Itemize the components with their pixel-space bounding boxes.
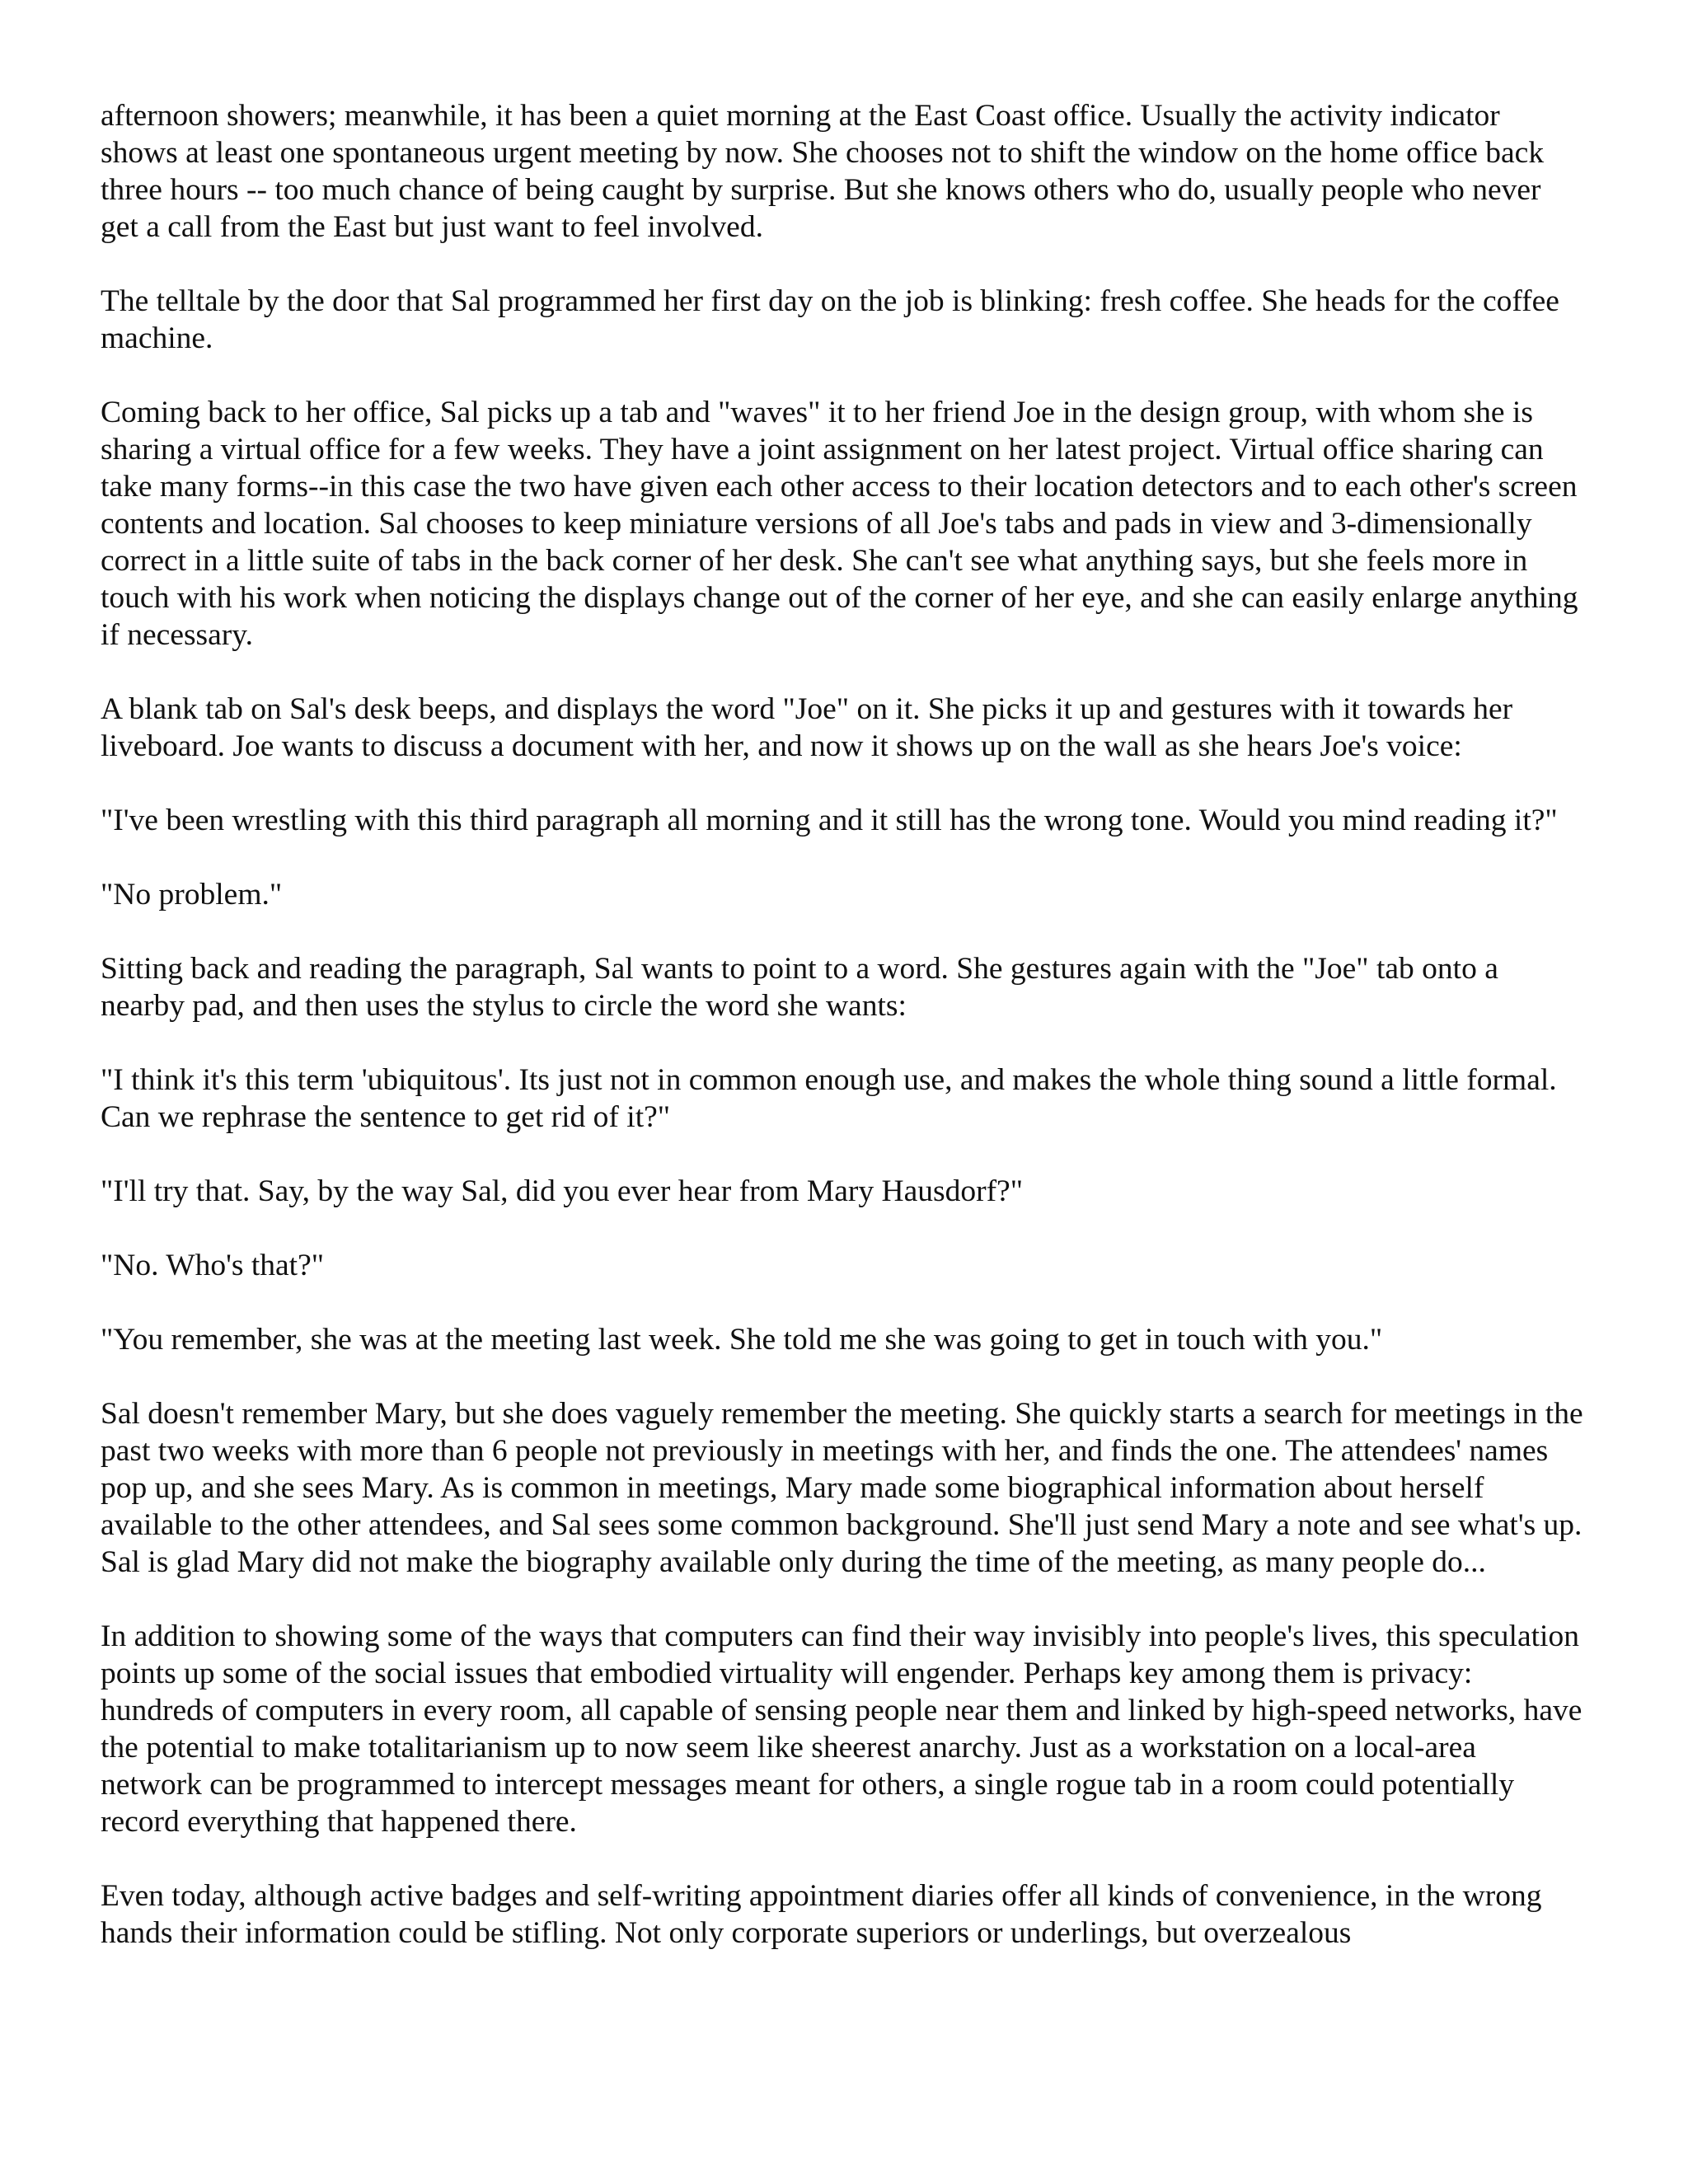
paragraph-blank-tab: A blank tab on Sal's desk beeps, and displays the word "Joe" on it. She picks it up and gestures with it towards her liveboard. Joe wants to discuss a document with her, and now it shows up on the wall as she hears Joe's voice: [101,692,1513,763]
dialogue-ubiquitous: "I think it's this term 'ubiquitous'. Its just not in common enough use, and makes the whole thing sound a little formal. Can we rephrase the sentence to get rid of it?" [101,1063,1557,1134]
paragraph-active-badges: Even today, although active badges and self-writing appointment diaries offer all kinds of convenience, in the wrong hands their information could be stifling. Not only corporate superiors or underlings, but overzealous [101,1879,1542,1950]
dialogue-joe-third-paragraph: "I've been wrestling with this third paragraph all morning and it still has the wrong tone. Would you mind reading it?" [101,804,1558,837]
dialogue-meeting-last-week: "You remember, she was at the meeting last week. She told me she was going to get in touch with you." [101,1323,1383,1357]
document-page [101,97,1584,1952]
paragraph-privacy: In addition to showing some of the ways that computers can find their way invisibly into people's lives, this speculation points up some of the social issues that embodied virtuality will engender. Perhaps key among them is privacy: hundreds of computers in every room, all capable of sensing people near them and linked by high-speed networks, have the potential to make totalitarianism up to now seem like sheerest anarchy. Just as a workstation on a local-area network can be programmed to intercept messages meant for others, a single rogue tab in a room could potentially record everything that happened there. [101,1619,1582,1839]
paragraph-meeting-search: Sal doesn't remember Mary, but she does vaguely remember the meeting. She quickly starts a search for meetings in the past two weeks with more than 6 people not previously in meetings with her, and finds the one. The attendees' names pop up, and she sees Mary. As is common in meetings, Mary made some biographical information about herself available to the other attendees, and Sal sees some common background. She'll just send Mary a note and see what's up. Sal is glad Mary did not make the biography available only during the time of the meeting, as many people do... [101,1397,1583,1579]
dialogue-whos-that: "No. Who's that?" [101,1249,325,1282]
paragraph-telltale-coffee: The telltale by the door that Sal programmed her first day on the job is blinking: fresh coffee. She heads for the coffee machine. [101,284,1559,355]
paragraph-point-to-word: Sitting back and reading the paragraph, Sal wants to point to a word. She gestures again with the "Joe" tab onto a nearby pad, and then uses the stylus to circle the word she wants: [101,952,1498,1023]
dialogue-mary-hausdorf: "I'll try that. Say, by the way Sal, did you ever hear from Mary Hausdorf?" [101,1174,1024,1208]
paragraph-virtual-office: Coming back to her office, Sal picks up a tab and "waves" it to her friend Joe in the design group, with whom she is sharing a virtual office for a few weeks. They have a joint assignment on her latest project. Virtual office sharing can take many forms--in this case the two have given each other access to their location detectors and to each other's screen contents and location. Sal chooses to keep miniature versions of all Joe's tabs and pads in view and 3-dimensionally correct in a little suite of tabs in the back corner of her desk. She can't see what anything says, but she feels more in touch with his work when noticing the displays change out of the corner of her eye, and she can easily enlarge anything if necessary. [101,396,1578,652]
paragraph-afternoon-showers: afternoon showers; meanwhile, it has been a quiet morning at the East Coast office. Usually the activity indicator shows at least one spontaneous urgent meeting by now. She chooses not to shift the window on the home office back three hours -- too much chance of being caught by surprise. But she knows others who do, usually people who never get a call from the East but just want to feel involved. [101,99,1545,244]
dialogue-no-problem: "No problem." [101,878,283,912]
